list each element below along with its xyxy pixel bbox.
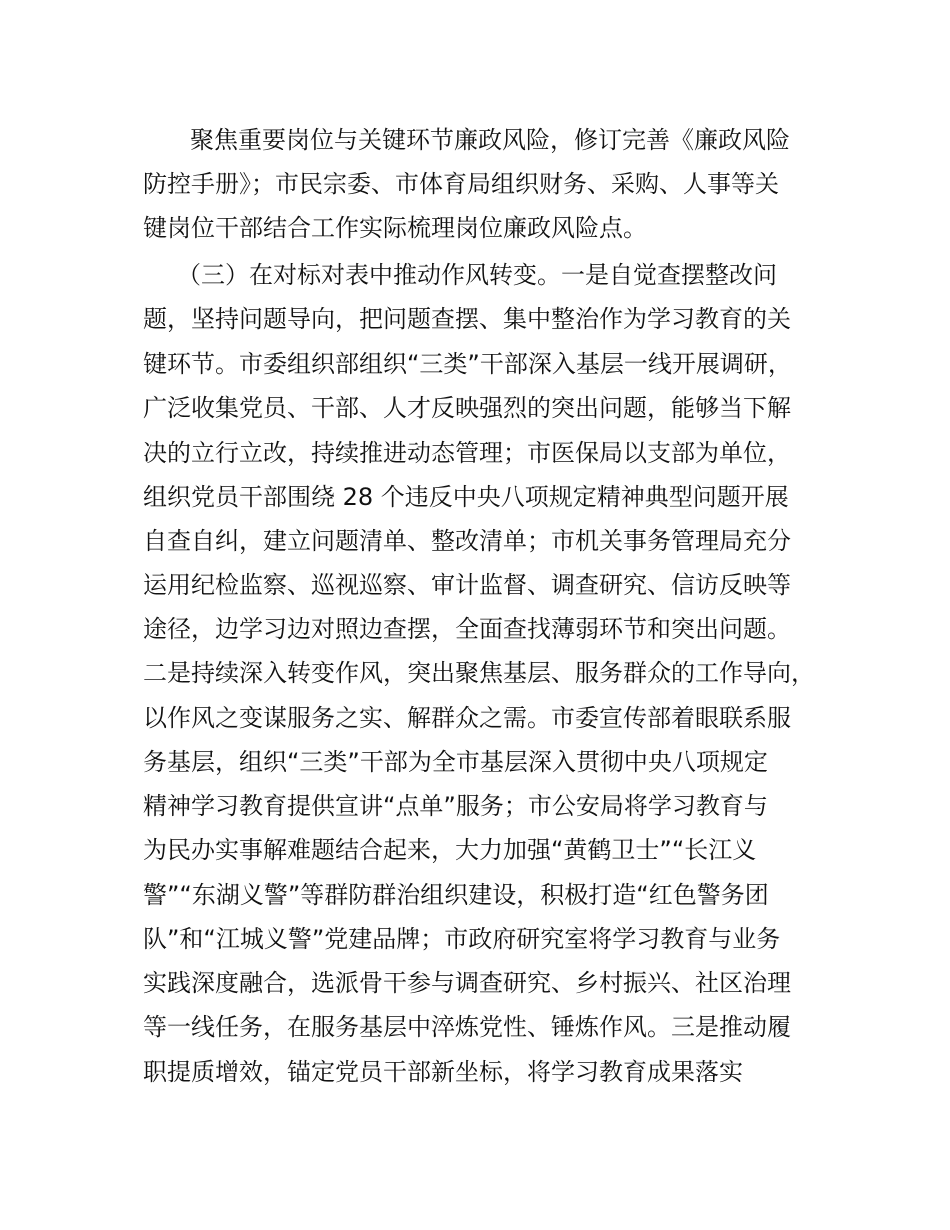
paragraph-1-line-3: 键岗位干部结合工作实际梳理岗位廉政风险点。 <box>143 214 647 242</box>
paragraph-2-line-19: 职提质增效，锚定党员干部新坐标，将学习教育成果落实 <box>143 1058 743 1086</box>
paragraph-2-line-14: 为民办实事解难题结合起来，大力加强“黄鹤卫士”“长江义 <box>143 836 757 864</box>
paragraph-1-line-2: 防控手册》；市民宗委、市体育局组织财务、采购、人事等关 <box>143 170 779 198</box>
paragraph-1-line-1: 聚焦重要岗位与关键环节廉政风险，修订完善《廉政风险 <box>190 126 790 154</box>
paragraph-2-line-18: 等一线任务，在服务基层中淬炼党性、锤炼作风。三是推动履 <box>143 1013 791 1041</box>
paragraph-2-line-8: 运用纪检监察、巡视巡察、审计监督、调查研究、信访反映等 <box>143 571 791 599</box>
paragraph-2-line-17: 实践深度融合，选派骨干参与调查研究、乡村振兴、社区治理 <box>143 969 791 997</box>
paragraph-2-line-4: 广泛收集党员、干部、人才反映强烈的突出问题，能够当下解 <box>143 394 791 422</box>
paragraph-2-line-1: （三）在对标对表中推动作风转变。一是自觉查摆整改问 <box>177 261 777 289</box>
paragraph-2-line-10: 二是持续深入转变作风，突出聚焦基层、服务群众的工作导向， <box>143 659 815 687</box>
paragraph-2-line-5: 决的立行立改，持续推进动态管理；市医保局以支部为单位， <box>143 439 791 467</box>
paragraph-2-line-15: 警”“东湖义警”等群防群治组织建设，积极打造“红色警务团 <box>143 881 769 909</box>
paragraph-2-line-12: 务基层，组织“三类”干部为全市基层深入贯彻中央八项规定 <box>143 748 768 776</box>
paragraph-2-line-11: 以作风之变谋服务之实、解群众之需。市委宣传部着眼联系服 <box>143 704 791 732</box>
paragraph-2-line-9: 途径，边学习边对照边查摆，全面查找薄弱环节和突出问题。 <box>143 615 791 643</box>
paragraph-2-line-7: 自查自纠，建立问题清单、整改清单；市机关事务管理局充分 <box>143 527 791 555</box>
paragraph-2-line-13: 精神学习教育提供宣讲“点单”服务；市公安局将学习教育与 <box>143 792 768 820</box>
paragraph-2-line-16: 队”和“江城义警”党建品牌；市政府研究室将学习教育与业务 <box>143 925 781 953</box>
paragraph-2-line-3: 键环节。市委组织部组织“三类”干部深入基层一线开展调研， <box>143 350 792 378</box>
paragraph-2-line-2: 题，坚持问题导向，把问题查摆、集中整治作为学习教育的关 <box>143 305 791 333</box>
paragraph-2-line-6: 组织党员干部围绕 28 个违反中央八项规定精神典型问题开展 <box>143 483 789 511</box>
